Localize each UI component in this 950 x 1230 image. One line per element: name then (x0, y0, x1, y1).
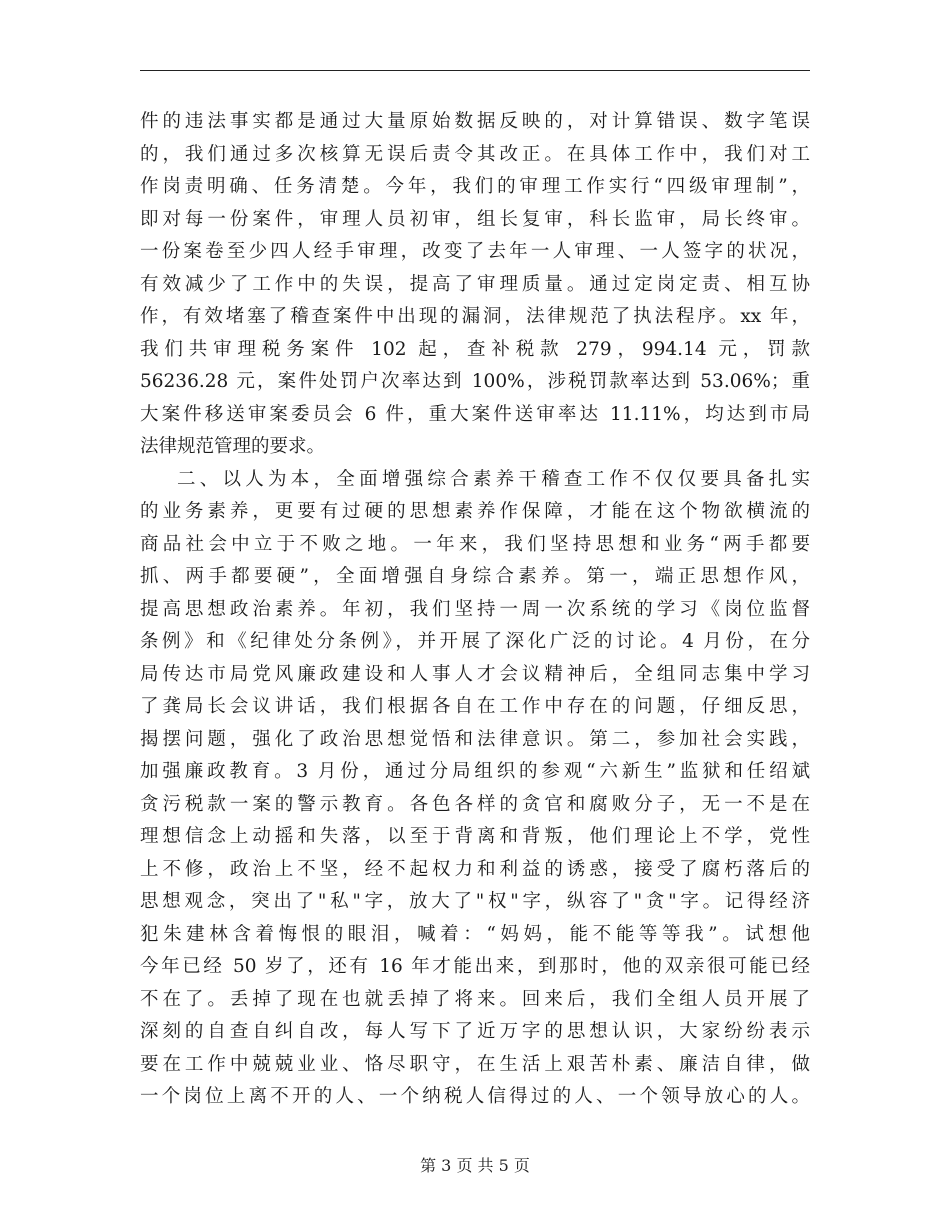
text-line: 作岗责明确、任务清楚。今年，我们的审理工作实行“四级审理制”， (140, 176, 810, 197)
text-line: 一份案卷至少四人经手审理，改变了去年一人审理、一人签字的状况， (140, 241, 810, 262)
text-line: 条例》和《纪律处分条例》，并开展了深化广泛的讨论。4 月份，在分 (140, 631, 810, 652)
text-line: 有效减少了工作中的失误，提高了审理质量。通过定岗定责、相互协 (140, 273, 810, 295)
text-line: 法律规范管理的要求。 (140, 436, 326, 457)
text-line: 贪污税款一案的警示教育。各色各样的贪官和腐败分子，无一不是在 (140, 793, 810, 815)
text-line: 今年已经 50 岁了，还有 16 年才能出来，到那时，他的双亲很可能已经 (140, 956, 810, 977)
text-line: 56236.28 元，案件处罚户次率达到 100%，涉税罚款率达到 53.06%；重 (140, 371, 810, 392)
text-line: 深刻的自查自纠自改，每人写下了近万字的思想认识，大家纷纷表示 (140, 1021, 810, 1042)
text-line: 抓、两手都要硬”，全面增强自身综合素养。第一，端正思想作风， (140, 566, 810, 587)
document-body (140, 106, 810, 1114)
text-line: 件的违法事实都是通过大量原始数据反映的，对计算错误、数字笔误 (140, 111, 810, 132)
text-line: 我们共审理税务案件 102 起，查补税款 279，994.14 元，罚款 (140, 338, 810, 360)
text-line: 大案件移送审案委员会 6 件，重大案件送审率达 11.11%，均达到市局 (140, 403, 810, 425)
text-line: 不在了。丢掉了现在也就丢掉了将来。回来后，我们全组人员开展了 (140, 988, 810, 1010)
text-line: 了龚局长会议讲话，我们根据各自在工作中存在的问题，仔细反思， (140, 696, 810, 717)
text-line: 加强廉政教育。3 月份，通过分局组织的参观“六新生”监狱和任绍斌 (140, 761, 810, 782)
text-line: 局传达市局党风廉政建设和人事人才会议精神后，全组同志集中学习 (140, 663, 810, 685)
paragraph-first-line: 二、以人为本，全面增强综合素养干稽查工作不仅仅要具备扎实 (177, 468, 810, 490)
text-line: 犯朱建林含着悔恨的眼泪，喊着：“妈妈，能不能等等我”。试想他 (140, 923, 810, 945)
text-line: 理想信念上动摇和失落，以至于背离和背叛，他们理论上不学，党性 (140, 826, 810, 847)
text-line: 商品社会中立于不败之地。一年来，我们坚持思想和业务“两手都要 (140, 533, 810, 555)
text-line: 上不修，政治上不坚，经不起权力和利益的诱惑，接受了腐朽落后的 (140, 858, 810, 880)
text-line: 的业务素养，更要有过硬的思想素养作保障，才能在这个物欲横流的 (140, 501, 810, 522)
text-line: 作，有效堵塞了稽查案件中出现的漏洞，法律规范了执法程序。xx 年， (140, 306, 810, 327)
text-line: 一个岗位上离不开的人、一个纳税人信得过的人、一个领导放心的人。 (140, 1086, 810, 1107)
page-number: 第 3 页 共 5 页 (420, 1156, 530, 1175)
text-line: 提高思想政治素养。年初，我们坚持一周一次系统的学习《岗位监督 (140, 598, 810, 620)
text-line: 要在工作中兢兢业业、恪尽职守，在生活上艰苦朴素、廉洁自律，做 (140, 1053, 810, 1075)
text-line: 的，我们通过多次核算无误后责令其改正。在具体工作中，我们对工 (140, 143, 810, 165)
text-line: 揭摆问题，强化了政治思想觉悟和法律意识。第二，参加社会实践， (140, 728, 810, 750)
header-rule (140, 70, 810, 71)
text-line: 即对每一份案件，审理人员初审，组长复审，科长监审，局长终审。 (140, 208, 810, 230)
text-line: 思想观念，突出了"私"字，放大了"权"字，纵容了"贪"字。记得经济 (140, 891, 810, 912)
